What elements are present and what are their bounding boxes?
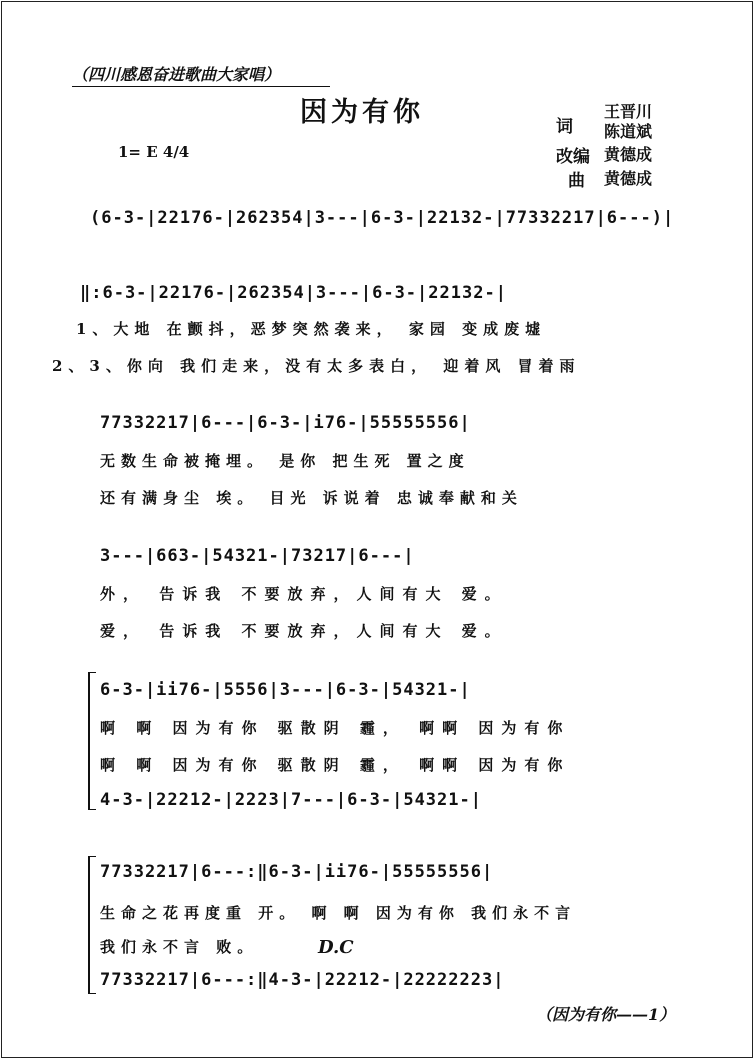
- intro-notes: (6-3-|22176-|262354|3---|6-3-|22132-|77332217|6---)|: [90, 208, 675, 228]
- series-caption: （四川感恩奋进歌曲大家唱）: [72, 65, 281, 84]
- system4-lower-notes: 4-3-|22212-|2223|7---|6-3-|54321-|: [100, 790, 482, 810]
- system4-lyric-2: 啊 啊 因为有你 驱散阴 霾， 啊啊 因为有你: [100, 756, 571, 774]
- system4-bracket: [88, 672, 96, 810]
- system1-notes: ‖:6-3-|22176-|262354|3---|6-3-|22132-|: [80, 283, 507, 303]
- composer-name: 黄德成: [604, 169, 653, 188]
- series-underline: [72, 86, 330, 87]
- system2-lyric-verse1: 无数生命被掩埋。 是你 把生死 置之度: [100, 452, 470, 470]
- system1-lyric-verse2: 2、3、你向 我们走来，没有太多表白， 迎着风 冒着雨: [52, 357, 581, 375]
- system3-lyric-verse1: 外， 告诉我 不要放弃，人间有大 爱。: [100, 585, 508, 603]
- key-signature: 1= E 4/4: [118, 143, 190, 161]
- system4-lyric-1: 啊 啊 因为有你 驱散阴 霾， 啊啊 因为有你: [100, 719, 571, 737]
- system3-lyric-verse2: 爱， 告诉我 不要放弃，人间有大 爱。: [100, 622, 508, 640]
- system1-lyric-verse1: 1、大地 在颤抖，恶梦突然袭来， 家园 变成废墟: [76, 320, 547, 338]
- system5-lyric-2: 我们永不言 败。: [100, 938, 259, 956]
- system5-upper-notes: 77332217|6---:‖6-3-|ii76-|55555556|: [100, 862, 494, 882]
- system3-notes: 3---|663-|54321-|73217|6---|: [100, 546, 415, 566]
- da-capo-marking: D.C: [318, 937, 354, 958]
- lyricist-name-1: 王晋川: [604, 102, 653, 121]
- system2-lyric-verse2: 还有满身尘 埃。 目光 诉说着 忠诚奉献和关: [100, 489, 523, 507]
- lyricist-name-2: 陈道斌: [604, 122, 653, 141]
- page-footer: （因为有你——1）: [536, 1005, 676, 1024]
- system5-bracket: [88, 856, 96, 994]
- system5-lower-notes: 77332217|6---:‖4-3-|22212-|22222223|: [100, 970, 505, 990]
- song-title: 因为有你: [300, 97, 424, 128]
- system2-notes: 77332217|6---|6-3-|i76-|55555556|: [100, 413, 471, 433]
- system5-lyric-1: 生命之花再度重 开。 啊 啊 因为有你 我们永不言: [100, 904, 577, 922]
- system4-upper-notes: 6-3-|ii76-|5556|3---|6-3-|54321-|: [100, 680, 471, 700]
- composer-role: 曲: [568, 171, 585, 191]
- lyricist-role: 词: [556, 117, 573, 137]
- arranger-name: 黄德成: [604, 145, 653, 164]
- arranger-role: 改编: [556, 147, 590, 167]
